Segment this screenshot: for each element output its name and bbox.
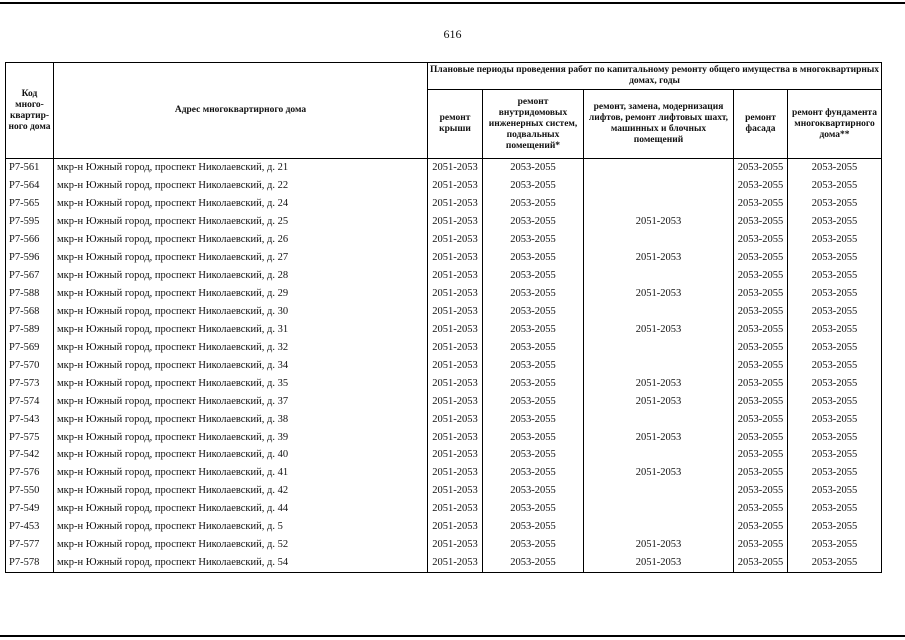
cell-systems: 2053-2055 (483, 159, 584, 177)
cell-code: Р7-578 (6, 554, 54, 572)
cell-systems: 2053-2055 (483, 518, 584, 536)
page-number: 616 (443, 27, 462, 41)
cell-facade: 2053-2055 (734, 500, 788, 518)
capital-repair-table (5, 62, 882, 573)
cell-code: Р7-595 (6, 213, 54, 231)
cell-code: Р7-573 (6, 374, 54, 392)
table-row (6, 320, 882, 338)
cell-address: мкр-н Южный город, проспект Николаевский, д. 54 (54, 554, 428, 572)
cell-foundation: 2053-2055 (788, 267, 882, 285)
cell-systems: 2053-2055 (483, 482, 584, 500)
cell-systems: 2053-2055 (483, 356, 584, 374)
cell-roof: 2051-2053 (428, 159, 483, 177)
cell-facade: 2053-2055 (734, 249, 788, 267)
cell-code: Р7-453 (6, 518, 54, 536)
cell-address: мкр-н Южный город, проспект Николаевский, д. 31 (54, 320, 428, 338)
cell-roof: 2051-2053 (428, 195, 483, 213)
table-row (6, 338, 882, 356)
cell-code: Р7-542 (6, 446, 54, 464)
table-body (6, 159, 882, 573)
header-address: Адрес многоквартирного дома (54, 63, 428, 159)
top-rule (0, 2, 905, 4)
table-row (6, 464, 882, 482)
cell-systems: 2053-2055 (483, 374, 584, 392)
cell-foundation: 2053-2055 (788, 536, 882, 554)
cell-elevators (584, 303, 734, 321)
cell-roof: 2051-2053 (428, 428, 483, 446)
cell-systems: 2053-2055 (483, 464, 584, 482)
cell-address: мкр-н Южный город, проспект Николаевский, д. 40 (54, 446, 428, 464)
cell-foundation: 2053-2055 (788, 428, 882, 446)
cell-elevators (584, 356, 734, 374)
cell-code: Р7-565 (6, 195, 54, 213)
cell-facade: 2053-2055 (734, 392, 788, 410)
header-systems: ремонт внутридомовых инженерных систем, подвальных помещений* (483, 90, 584, 159)
cell-code: Р7-549 (6, 500, 54, 518)
cell-roof: 2051-2053 (428, 285, 483, 303)
cell-foundation: 2053-2055 (788, 285, 882, 303)
table-row (6, 356, 882, 374)
cell-address: мкр-н Южный город, проспект Николаевский, д. 28 (54, 267, 428, 285)
cell-code: Р7-568 (6, 303, 54, 321)
table-row (6, 392, 882, 410)
cell-code: Р7-589 (6, 320, 54, 338)
bottom-rule (0, 635, 905, 637)
cell-facade: 2053-2055 (734, 177, 788, 195)
cell-elevators (584, 195, 734, 213)
cell-address: мкр-н Южный город, проспект Николаевский, д. 32 (54, 338, 428, 356)
cell-facade: 2053-2055 (734, 285, 788, 303)
cell-elevators: 2051-2053 (584, 464, 734, 482)
cell-code: Р7-577 (6, 536, 54, 554)
cell-elevators: 2051-2053 (584, 320, 734, 338)
cell-systems: 2053-2055 (483, 338, 584, 356)
cell-elevators: 2051-2053 (584, 213, 734, 231)
cell-code: Р7-574 (6, 392, 54, 410)
cell-elevators (584, 177, 734, 195)
cell-roof: 2051-2053 (428, 231, 483, 249)
cell-systems: 2053-2055 (483, 428, 584, 446)
cell-facade: 2053-2055 (734, 536, 788, 554)
cell-facade: 2053-2055 (734, 195, 788, 213)
cell-elevators (584, 267, 734, 285)
cell-roof: 2051-2053 (428, 392, 483, 410)
cell-facade: 2053-2055 (734, 213, 788, 231)
cell-address: мкр-н Южный город, проспект Николаевский, д. 21 (54, 159, 428, 177)
cell-roof: 2051-2053 (428, 374, 483, 392)
header-facade: ремонт фасада (734, 90, 788, 159)
cell-foundation: 2053-2055 (788, 464, 882, 482)
header-code: Код много-квартир-ного дома (6, 63, 54, 159)
cell-systems: 2053-2055 (483, 320, 584, 338)
cell-address: мкр-н Южный город, проспект Николаевский, д. 39 (54, 428, 428, 446)
cell-elevators (584, 500, 734, 518)
cell-roof: 2051-2053 (428, 338, 483, 356)
cell-roof: 2051-2053 (428, 482, 483, 500)
cell-elevators: 2051-2053 (584, 249, 734, 267)
cell-systems: 2053-2055 (483, 303, 584, 321)
cell-foundation: 2053-2055 (788, 374, 882, 392)
cell-facade: 2053-2055 (734, 356, 788, 374)
cell-address: мкр-н Южный город, проспект Николаевский, д. 5 (54, 518, 428, 536)
cell-facade: 2053-2055 (734, 267, 788, 285)
table-row (6, 482, 882, 500)
cell-roof: 2051-2053 (428, 177, 483, 195)
cell-code: Р7-550 (6, 482, 54, 500)
cell-facade: 2053-2055 (734, 303, 788, 321)
cell-systems: 2053-2055 (483, 410, 584, 428)
cell-address: мкр-н Южный город, проспект Николаевский, д. 52 (54, 536, 428, 554)
table-row (6, 267, 882, 285)
cell-foundation: 2053-2055 (788, 177, 882, 195)
table-row (6, 285, 882, 303)
cell-code: Р7-576 (6, 464, 54, 482)
cell-address: мкр-н Южный город, проспект Николаевский, д. 34 (54, 356, 428, 374)
cell-address: мкр-н Южный город, проспект Николаевский, д. 29 (54, 285, 428, 303)
table-row (6, 518, 882, 536)
table-row (6, 554, 882, 572)
cell-address: мкр-н Южный город, проспект Николаевский, д. 26 (54, 231, 428, 249)
table-row (6, 195, 882, 213)
cell-facade: 2053-2055 (734, 554, 788, 572)
cell-foundation: 2053-2055 (788, 338, 882, 356)
cell-elevators (584, 410, 734, 428)
cell-systems: 2053-2055 (483, 554, 584, 572)
cell-foundation: 2053-2055 (788, 410, 882, 428)
cell-roof: 2051-2053 (428, 464, 483, 482)
cell-elevators: 2051-2053 (584, 392, 734, 410)
cell-code: Р7-596 (6, 249, 54, 267)
cell-code: Р7-567 (6, 267, 54, 285)
cell-facade: 2053-2055 (734, 518, 788, 536)
cell-code: Р7-564 (6, 177, 54, 195)
header-elevators: ремонт, замена, модернизация лифтов, ремонт лифтовых шахт, машинных и блочных помещений (584, 90, 734, 159)
cell-elevators: 2051-2053 (584, 285, 734, 303)
cell-address: мкр-н Южный город, проспект Николаевский, д. 27 (54, 249, 428, 267)
cell-elevators (584, 231, 734, 249)
cell-facade: 2053-2055 (734, 410, 788, 428)
cell-elevators: 2051-2053 (584, 554, 734, 572)
cell-code: Р7-543 (6, 410, 54, 428)
cell-foundation: 2053-2055 (788, 500, 882, 518)
cell-foundation: 2053-2055 (788, 554, 882, 572)
cell-roof: 2051-2053 (428, 446, 483, 464)
cell-foundation: 2053-2055 (788, 213, 882, 231)
cell-foundation: 2053-2055 (788, 303, 882, 321)
table-row (6, 500, 882, 518)
table-row (6, 159, 882, 177)
cell-facade: 2053-2055 (734, 159, 788, 177)
cell-code: Р7-570 (6, 356, 54, 374)
cell-address: мкр-н Южный город, проспект Николаевский, д. 35 (54, 374, 428, 392)
cell-address: мкр-н Южный город, проспект Николаевский, д. 22 (54, 177, 428, 195)
cell-code: Р7-561 (6, 159, 54, 177)
cell-code: Р7-569 (6, 338, 54, 356)
cell-elevators (584, 446, 734, 464)
cell-foundation: 2053-2055 (788, 195, 882, 213)
cell-roof: 2051-2053 (428, 518, 483, 536)
cell-systems: 2053-2055 (483, 285, 584, 303)
header-roof: ремонт крыши (428, 90, 483, 159)
cell-facade: 2053-2055 (734, 428, 788, 446)
cell-roof: 2051-2053 (428, 536, 483, 554)
cell-facade: 2053-2055 (734, 320, 788, 338)
cell-facade: 2053-2055 (734, 374, 788, 392)
cell-systems: 2053-2055 (483, 392, 584, 410)
cell-elevators: 2051-2053 (584, 428, 734, 446)
cell-systems: 2053-2055 (483, 536, 584, 554)
cell-code: Р7-566 (6, 231, 54, 249)
cell-elevators (584, 482, 734, 500)
cell-code: Р7-575 (6, 428, 54, 446)
cell-foundation: 2053-2055 (788, 320, 882, 338)
cell-systems: 2053-2055 (483, 249, 584, 267)
cell-facade: 2053-2055 (734, 464, 788, 482)
cell-elevators: 2051-2053 (584, 536, 734, 554)
table-row (6, 177, 882, 195)
cell-systems: 2053-2055 (483, 213, 584, 231)
table-row (6, 428, 882, 446)
cell-facade: 2053-2055 (734, 231, 788, 249)
cell-roof: 2051-2053 (428, 303, 483, 321)
cell-elevators (584, 338, 734, 356)
cell-foundation: 2053-2055 (788, 392, 882, 410)
cell-roof: 2051-2053 (428, 249, 483, 267)
cell-address: мкр-н Южный город, проспект Николаевский, д. 25 (54, 213, 428, 231)
table-row (6, 303, 882, 321)
cell-systems: 2053-2055 (483, 267, 584, 285)
cell-roof: 2051-2053 (428, 320, 483, 338)
table-row (6, 231, 882, 249)
cell-code: Р7-588 (6, 285, 54, 303)
cell-address: мкр-н Южный город, проспект Николаевский, д. 24 (54, 195, 428, 213)
cell-systems: 2053-2055 (483, 231, 584, 249)
cell-foundation: 2053-2055 (788, 482, 882, 500)
cell-elevators (584, 518, 734, 536)
header-foundation: ремонт фундамента многоквартирного дома** (788, 90, 882, 159)
cell-systems: 2053-2055 (483, 177, 584, 195)
cell-roof: 2051-2053 (428, 356, 483, 374)
cell-roof: 2051-2053 (428, 410, 483, 428)
cell-elevators: 2051-2053 (584, 374, 734, 392)
cell-roof: 2051-2053 (428, 213, 483, 231)
cell-address: мкр-н Южный город, проспект Николаевский, д. 44 (54, 500, 428, 518)
cell-foundation: 2053-2055 (788, 446, 882, 464)
cell-systems: 2053-2055 (483, 500, 584, 518)
cell-roof: 2051-2053 (428, 554, 483, 572)
cell-systems: 2053-2055 (483, 195, 584, 213)
cell-systems: 2053-2055 (483, 446, 584, 464)
cell-foundation: 2053-2055 (788, 249, 882, 267)
cell-address: мкр-н Южный город, проспект Николаевский, д. 38 (54, 410, 428, 428)
cell-roof: 2051-2053 (428, 500, 483, 518)
cell-address: мкр-н Южный город, проспект Николаевский, д. 42 (54, 482, 428, 500)
cell-foundation: 2053-2055 (788, 356, 882, 374)
cell-address: мкр-н Южный город, проспект Николаевский, д. 30 (54, 303, 428, 321)
table-row (6, 446, 882, 464)
table-row (6, 374, 882, 392)
cell-foundation: 2053-2055 (788, 518, 882, 536)
header-periods: Плановые периоды проведения работ по капитальному ремонту общего имущества в многоквартирных домах, годы (428, 63, 882, 90)
cell-roof: 2051-2053 (428, 267, 483, 285)
table-row (6, 249, 882, 267)
cell-elevators (584, 159, 734, 177)
cell-foundation: 2053-2055 (788, 159, 882, 177)
cell-facade: 2053-2055 (734, 338, 788, 356)
table-row (6, 410, 882, 428)
cell-facade: 2053-2055 (734, 482, 788, 500)
cell-facade: 2053-2055 (734, 446, 788, 464)
table-row (6, 536, 882, 554)
table-row (6, 213, 882, 231)
cell-address: мкр-н Южный город, проспект Николаевский, д. 41 (54, 464, 428, 482)
cell-foundation: 2053-2055 (788, 231, 882, 249)
cell-address: мкр-н Южный город, проспект Николаевский, д. 37 (54, 392, 428, 410)
